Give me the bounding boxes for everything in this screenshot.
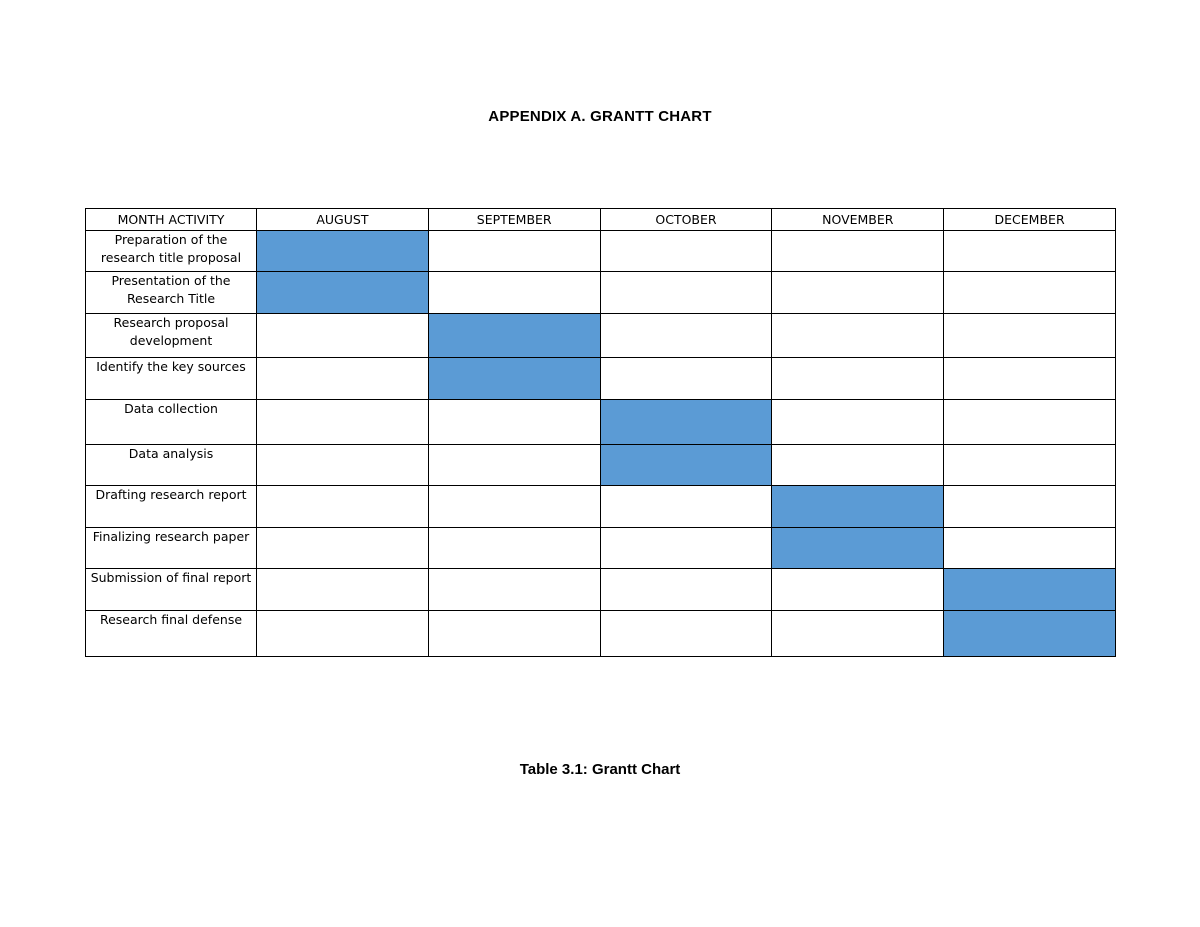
activity-label: Drafting research report [86, 486, 257, 528]
activity-label: Finalizing research paper [86, 528, 257, 569]
header-row [86, 209, 1116, 231]
empty-cell [428, 611, 600, 657]
table-row [86, 400, 1116, 445]
empty-cell [600, 611, 772, 657]
table-row [86, 231, 1116, 272]
month-header: AUGUST [257, 209, 429, 231]
corner-header: MONTH ACTIVITY [86, 209, 257, 231]
table-row [86, 611, 1116, 657]
empty-cell [600, 569, 772, 611]
empty-cell [428, 569, 600, 611]
empty-cell [600, 272, 772, 314]
empty-cell [944, 445, 1116, 486]
gantt-bar-cell [600, 445, 772, 486]
empty-cell [944, 528, 1116, 569]
empty-cell [944, 314, 1116, 358]
month-header: SEPTEMBER [428, 209, 600, 231]
activity-label: Research final defense [86, 611, 257, 657]
empty-cell [772, 445, 944, 486]
empty-cell [428, 272, 600, 314]
activity-label: Presentation of the Research Title [86, 272, 257, 314]
empty-cell [428, 400, 600, 445]
empty-cell [600, 486, 772, 528]
empty-cell [257, 400, 429, 445]
empty-cell [944, 358, 1116, 400]
table-row [86, 528, 1116, 569]
empty-cell [257, 486, 429, 528]
table-row [86, 445, 1116, 486]
table-row [86, 486, 1116, 528]
empty-cell [257, 358, 429, 400]
empty-cell [600, 528, 772, 569]
month-header: DECEMBER [944, 209, 1116, 231]
empty-cell [257, 528, 429, 569]
empty-cell [772, 569, 944, 611]
empty-cell [428, 445, 600, 486]
month-header: OCTOBER [600, 209, 772, 231]
empty-cell [772, 231, 944, 272]
empty-cell [257, 611, 429, 657]
empty-cell [772, 400, 944, 445]
gantt-table [85, 208, 1116, 657]
empty-cell [944, 486, 1116, 528]
gantt-bar-cell [944, 569, 1116, 611]
gantt-bar-cell [772, 528, 944, 569]
activity-label: Preparation of the research title proposal [86, 231, 257, 272]
table-row [86, 569, 1116, 611]
gantt-bar-cell [944, 611, 1116, 657]
table-row [86, 314, 1116, 358]
empty-cell [600, 314, 772, 358]
empty-cell [428, 486, 600, 528]
empty-cell [944, 272, 1116, 314]
empty-cell [944, 231, 1116, 272]
empty-cell [428, 231, 600, 272]
page-title: APPENDIX A. GRANTT CHART [488, 108, 712, 125]
month-header: NOVEMBER [772, 209, 944, 231]
empty-cell [600, 231, 772, 272]
gantt-bar-cell [772, 486, 944, 528]
activity-label: Data collection [86, 400, 257, 445]
activity-label: Data analysis [86, 445, 257, 486]
gantt-bar-cell [428, 358, 600, 400]
empty-cell [772, 314, 944, 358]
table-row [86, 272, 1116, 314]
empty-cell [944, 400, 1116, 445]
empty-cell [257, 569, 429, 611]
table-caption: Table 3.1: Grantt Chart [519, 761, 681, 778]
empty-cell [257, 445, 429, 486]
gantt-bar-cell [600, 400, 772, 445]
table-row [86, 358, 1116, 400]
activity-label: Identify the key sources [86, 358, 257, 400]
gantt-bar-cell [257, 272, 429, 314]
gantt-bar-cell [428, 314, 600, 358]
activity-label: Submission of final report [86, 569, 257, 611]
empty-cell [772, 272, 944, 314]
empty-cell [772, 358, 944, 400]
gantt-bar-cell [257, 231, 429, 272]
activity-label: Research proposal development [86, 314, 257, 358]
empty-cell [600, 358, 772, 400]
empty-cell [772, 611, 944, 657]
empty-cell [428, 528, 600, 569]
empty-cell [257, 314, 429, 358]
